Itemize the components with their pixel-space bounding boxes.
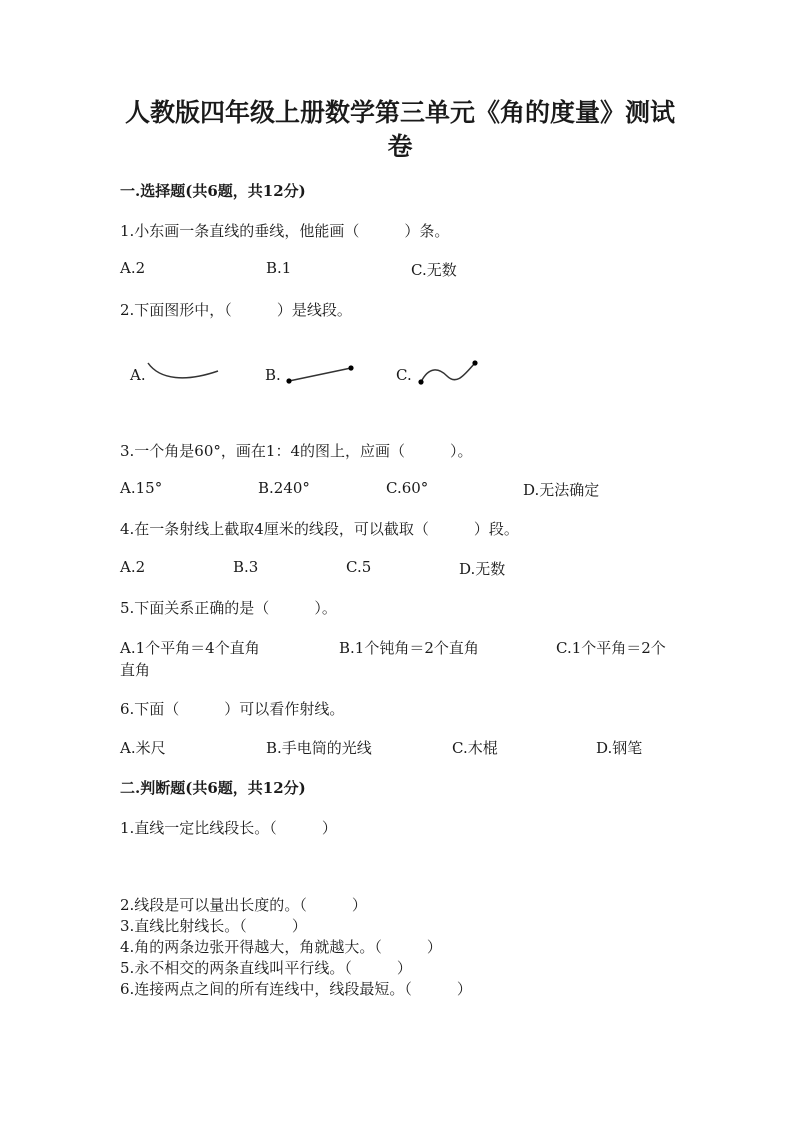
question-2-text: 2.下面图形中，（ ）是线段。: [120, 301, 352, 319]
question-3-text: 3.一个角是60°，画在1：4的图上，应画（ ）。: [120, 442, 473, 460]
judgement-item-5: 5.永不相交的两条直线叫平行线。（ ）: [120, 959, 412, 977]
page-title-line-1: 人教版四年级上册数学第三单元《角的度量》测试: [124, 98, 675, 127]
question-5-option-c-continued: 直角: [120, 661, 151, 679]
judgement-item-2: 2.线段是可以量出长度的。（ ）: [120, 896, 367, 914]
question-4-option-a: A.2: [120, 558, 146, 576]
section-heading-choice: 一.选择题(共6题，共12分): [120, 182, 306, 200]
judgement-item-4: 4.角的两条边张开得越大，角就越大。（ ）: [120, 938, 442, 956]
question-6-text: 6.下面（ ）可以看作射线。: [120, 700, 345, 718]
judgement-item-6: 6.连接两点之间的所有连线中，线段最短。（ ）: [120, 980, 472, 998]
question-1-text: 1.小东画一条直线的垂线，他能画（ ）条。: [120, 222, 450, 240]
figure-label-c: C.: [396, 366, 412, 384]
question-1-option-c: C.无数: [411, 261, 457, 279]
question-1-option-a: A.2: [120, 259, 146, 277]
figure-b-segment: [283, 363, 357, 385]
question-4-option-b: B.3: [233, 558, 259, 576]
question-5-option-a: A.1个平角＝4个直角: [120, 639, 260, 657]
figure-c-wave: [415, 358, 481, 388]
question-6-option-a: A.米尺: [120, 739, 166, 757]
figure-label-a: A.: [130, 366, 146, 384]
section-heading-judgement: 二.判断题(共6题，共12分): [120, 779, 306, 797]
question-4-option-d: D.无数: [459, 560, 506, 578]
question-4-option-c: C.5: [346, 558, 372, 576]
question-5-option-b: B.1个钝角＝2个直角: [339, 639, 479, 657]
question-6-option-d: D.钢笔: [596, 739, 643, 757]
question-1-option-b: B.1: [266, 259, 292, 277]
page-title-line-2: 卷: [387, 132, 413, 161]
question-6-option-b: B.手电筒的光线: [266, 739, 372, 757]
figure-label-b: B.: [265, 366, 281, 384]
question-3-option-a: A.15°: [120, 479, 163, 497]
judgement-item-3: 3.直线比射线长。（ ）: [120, 917, 307, 935]
judgement-item-1: 1.直线一定比线段长。（ ）: [120, 819, 337, 837]
question-3-option-c: C.60°: [386, 479, 429, 497]
question-3-option-b: B.240°: [258, 479, 310, 497]
question-3-option-d: D.无法确定: [523, 481, 600, 499]
question-5-option-c: C.1个平角＝2个: [556, 639, 666, 657]
figure-a-curve: [146, 360, 222, 384]
question-5-text: 5.下面关系正确的是（ ）。: [120, 599, 337, 617]
question-4-text: 4.在一条射线上截取4厘米的线段，可以截取（ ）段。: [120, 520, 519, 538]
question-6-option-c: C.木棍: [452, 739, 498, 757]
